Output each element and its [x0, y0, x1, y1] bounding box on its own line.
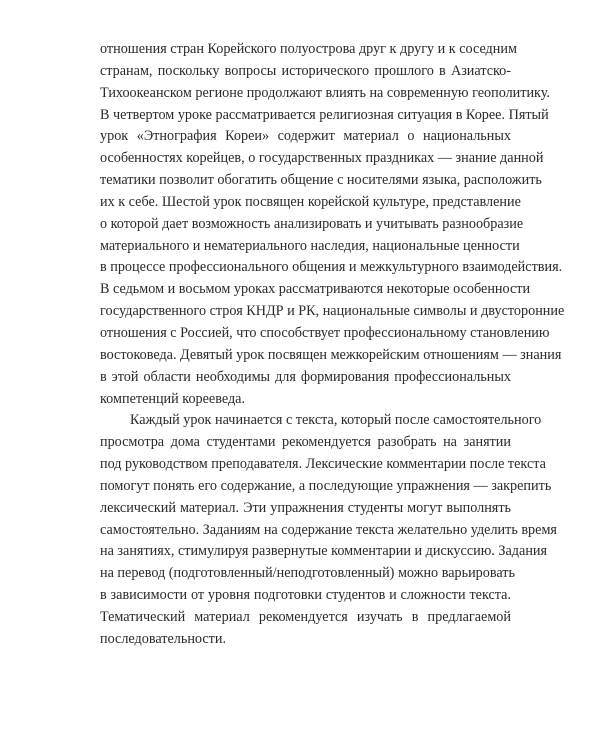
text-line: В седьмом и восьмом уроках рассматриваются некоторые особенности — [100, 281, 531, 298]
text-line: самостоятельно. Заданиям на содержание текста желательно уделить время — [100, 521, 557, 538]
text-line: в процессе профессионального общения и межкультурного взаимодействия. — [100, 259, 563, 276]
text-line: урок «Этнография Кореи» содержит материал о национальных — [100, 128, 511, 145]
text-line: Каждый урок начинается с текста, который после самостоятельного — [130, 412, 542, 429]
body-text — [100, 39, 565, 651]
text-line: государственного строя КНДР и РК, национальные символы и двусторонние — [100, 303, 565, 320]
paragraph-1 — [100, 39, 565, 410]
text-line: лексический материал. Эти упражнения студенты могут выполнять — [100, 499, 511, 516]
text-line: в зависимости от уровня подготовки студентов и сложности текста. — [100, 587, 511, 604]
text-line: помогут понять его содержание, а последующие упражнения — закрепить — [100, 477, 552, 494]
text-line: отношения с Россией, что способствует профессиональному становлению — [100, 324, 550, 341]
text-line: материального и нематериального наследия, национальные ценности — [100, 237, 520, 254]
text-line: Тихоокеанском регионе продолжают влиять на современную геополитику. — [100, 84, 550, 101]
text-line: в этой области необходимы для формирования профессиональных — [100, 368, 511, 385]
text-line: их к себе. Шестой урок посвящен корейской культуре, представление — [100, 193, 521, 210]
text-line: странам, поскольку вопросы исторического прошлого в Азиатско- — [100, 62, 511, 79]
text-line: Тематический материал рекомендуется изучать в предлагаемой — [100, 608, 511, 625]
text-line: просмотра дома студентами рекомендуется разобрать на занятии — [100, 434, 511, 451]
text-line: компетенций корееведа. — [100, 390, 246, 407]
text-line: тематики позволит обогатить общение с носителями языка, расположить — [100, 172, 542, 189]
paragraph-2 — [100, 410, 557, 650]
text-line: на занятиях, стимулируя развернутые комментарии и дискуссию. Задания — [100, 543, 548, 560]
text-line: о которой дает возможность анализировать и учитывать разнообразие — [100, 215, 524, 232]
text-line: последовательности. — [100, 630, 227, 647]
text-line: под руководством преподавателя. Лексические комментарии после текста — [100, 456, 546, 473]
text-line: отношения стран Корейского полуострова друг к другу и к соседним — [100, 41, 517, 57]
text-line: особенностях корейцев, о государственных праздниках — знание данной — [100, 150, 544, 167]
text-line: востоковеда. Девятый урок посвящен межкорейским отношениям — знания — [100, 346, 562, 363]
text-line: на перевод (подготовленный/неподготовленный) можно варьировать — [100, 565, 515, 582]
text-line: В четвертом уроке рассматривается религиозная ситуация в Корее. Пятый — [100, 106, 549, 123]
